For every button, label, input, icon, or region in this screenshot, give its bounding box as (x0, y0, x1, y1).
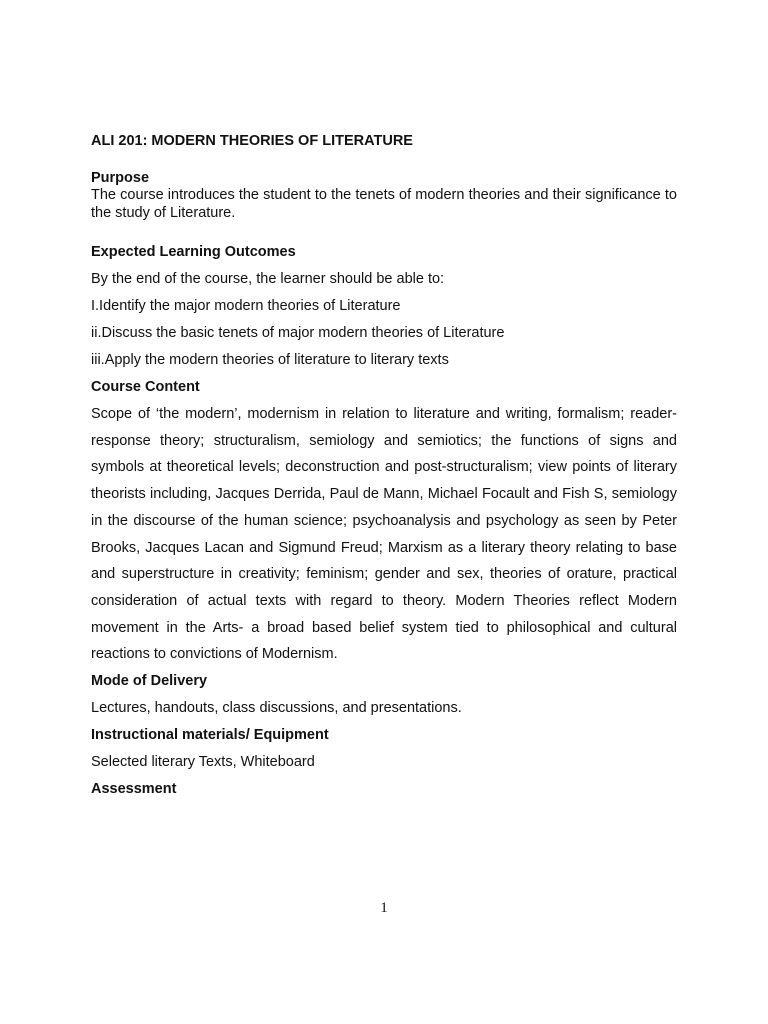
purpose-heading: Purpose (91, 170, 150, 186)
materials-text: Selected literary Texts, Whiteboard (91, 754, 315, 771)
document-body (91, 131, 677, 803)
outcomes-intro: By the end of the course, the learner should be able to: (91, 271, 445, 287)
outcome-item-1: I.Identify the major modern theories of Literature (91, 298, 401, 314)
course-title: ALI 201: MODERN THEORIES OF LITERATURE (91, 133, 413, 149)
outcomes-heading: Expected Learning Outcomes (91, 244, 296, 260)
delivery-text: Lectures, handouts, class discussions, and presentations. (91, 700, 462, 717)
outcome-item-3: iii.Apply the modern theories of literature to literary texts (91, 352, 449, 368)
delivery-heading: Mode of Delivery (91, 673, 208, 690)
page-number: 1 (380, 900, 388, 916)
materials-heading: Instructional materials/ Equipment (91, 727, 329, 744)
purpose-text: The course introduces the student to the tenets of modern theories and their significance to the study of Literature. (91, 187, 677, 221)
outcome-item-2: ii.Discuss the basic tenets of major modern theories of Literature (91, 325, 505, 341)
course-content-heading: Course Content (91, 379, 200, 395)
assessment-heading: Assessment (91, 781, 177, 798)
course-content-text: Scope of ‘the modern’, modernism in relation to literature and writing, formalism; reader-response theory; structuralism, semiology and semiotics; the functions of signs and symbols at theoretical levels; deconstruction and post-structuralism; view points of literary theorists including, Jacques Derrida, Paul de Mann, Michael Focault and Fish S, semiology in the discourse of the human science; psychoanalysis and psychology as seen by Peter Brooks, Jacques Lacan and Sigmund Freud; Marxism as a literary theory relating to base and superstructure in creativity; feminism; gender and sex, theories of orature, practical consideration of actual texts with regard to theory. Modern Theories reflect Modern movement in the Arts- a broad based belief system tied to philosophical and cultural reactions to convictions of Modernism. (91, 406, 677, 663)
